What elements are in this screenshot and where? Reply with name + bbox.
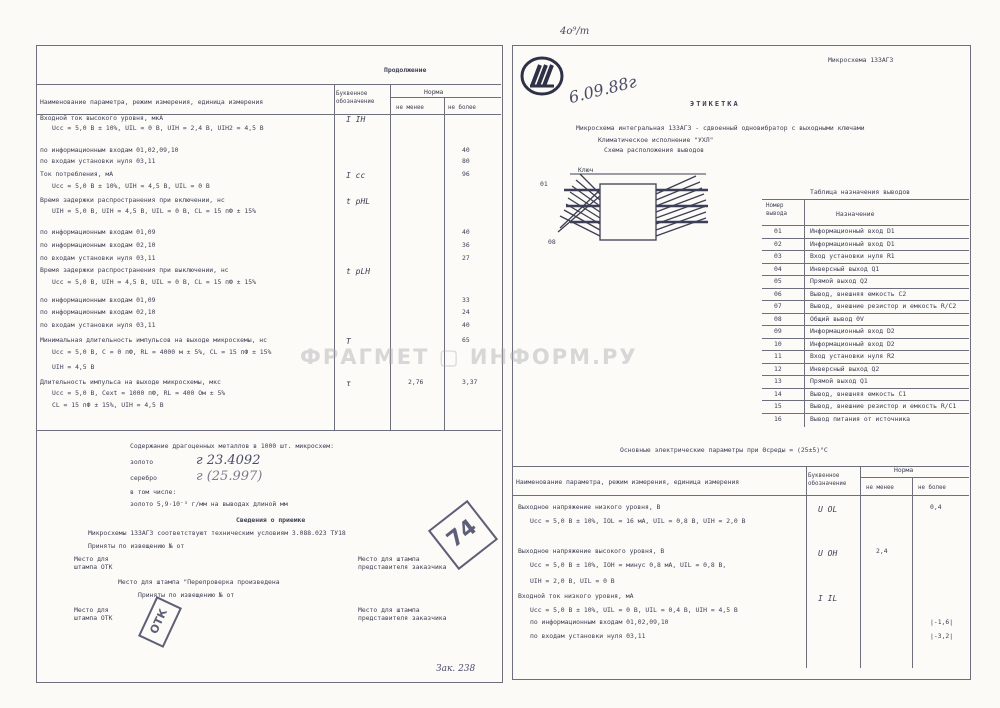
param-row-max: 33: [462, 296, 470, 304]
chip-description: Микросхема интегральная 133АГ3 - сдвоенный одновибратор с выходными ключами: [576, 124, 865, 132]
pinout-diagram: [530, 160, 720, 252]
pin-row-rule: [762, 263, 969, 264]
param-row-max: 40: [462, 228, 470, 236]
r-param-row-symbol: U OL: [818, 505, 838, 514]
footer-note: Зак. 238: [436, 664, 476, 674]
col-divider-2: [390, 84, 391, 430]
pin-row-rule: [762, 275, 969, 276]
r-param-row-symbol: I IL: [818, 594, 838, 603]
r-col-norm: Норма: [894, 466, 914, 474]
param-row-text: Время задержки распространения при включении, нс: [40, 196, 225, 204]
param-row-max: 40: [462, 321, 470, 329]
r-header-bottom: [512, 495, 969, 496]
param-row-max: 3,37: [462, 378, 478, 386]
pin-row-rule: [762, 250, 969, 251]
pin-row-purpose: Вход установки нуля R1: [810, 252, 895, 260]
param-row-text: UIH = 5,0 В, UIH = 4,5 В, UIL = 0 В, CL = 15 пФ ± 15%: [52, 207, 256, 215]
r-param-row-text: Ucc = 5,0 В ± 10%, UIL = 0 В, UIL = 0,4 В, UIH = 4,5 В: [530, 606, 738, 614]
r-col-max: не более: [918, 485, 946, 491]
pin-row-purpose: Информационный вход D2: [810, 327, 895, 335]
param-row-text: Ток потребления, мА: [40, 170, 114, 178]
norm-subrule: [390, 97, 501, 98]
r-param-row-max: |-3,2|: [930, 632, 954, 640]
param-row-text: по входам установки нуля 03,11: [40, 157, 156, 165]
r-col-min: не менее: [866, 485, 894, 491]
otk-stamp-place-2: Место для штампа ОТК: [74, 606, 113, 622]
pin-last-label: 08: [548, 238, 556, 246]
key-label: Ключ: [578, 166, 594, 174]
customer-stamp-place-1: Место для штампа представителя заказчика: [358, 555, 447, 571]
pin-col-purpose: Назначение: [836, 210, 875, 218]
silver-label: серебро: [130, 474, 157, 482]
param-row-max: 96: [462, 170, 470, 178]
pin-row-rule: [762, 413, 969, 414]
param-row-symbol: I IH: [346, 115, 366, 124]
manufacturer-logo: [520, 56, 564, 96]
param-row-text: Длительность импульса на выходе микросхемы, мкс: [40, 378, 221, 386]
param-row-text: по информационным входам 01,09: [40, 296, 156, 304]
param-row-text: по информационным входам 01,02,09,10: [40, 146, 179, 154]
pin-col-num: Номер вывода: [766, 203, 787, 217]
param-row-text: по входам установки нуля 03,11: [40, 254, 156, 262]
r-param-row-text: по информационным входам 01,02,09,10: [530, 618, 669, 626]
pin-row-number: 07: [774, 302, 782, 310]
metals-title: Содержание драгоценных металлов в 1000 шт. микросхем:: [130, 442, 334, 450]
param-row-max: 65: [462, 336, 470, 344]
incl-label: в том числе:: [130, 488, 177, 496]
r-param-row-max: 0,4: [930, 503, 942, 511]
param-row-max: 27: [462, 254, 470, 262]
param-row-symbol: T: [346, 337, 351, 346]
pin-row-purpose: Информационный вход D2: [810, 339, 895, 348]
pin-row-number: 04: [774, 264, 782, 273]
param-row-symbol: τ: [346, 379, 351, 388]
param-row-text: Минимальная длительность импульсов на выходе микросхемы, нс: [40, 336, 268, 344]
pin-row-purpose: Вход установки нуля R2: [810, 352, 895, 360]
r-param-row-max: |-1,6|: [930, 618, 954, 626]
pin-row-number: 06: [774, 289, 782, 298]
pin-row-number: 10: [774, 339, 782, 348]
param-row-text: по информационным входам 01,09: [40, 228, 156, 236]
pin-row-number: 05: [774, 277, 782, 285]
r-param-row-min: 2,4: [876, 547, 888, 555]
basic-params-title: Основные электрические параметры при Θсреды = (25±5)°C: [620, 446, 828, 454]
pin-row-rule: [762, 363, 969, 364]
label-title: ЭТИКЕТКА: [690, 100, 740, 108]
pin-row-number: 12: [774, 364, 782, 373]
top-scribble: 4о⁹/т: [560, 26, 590, 37]
r-param-row-text: Входной ток низкого уровня, мА: [518, 592, 634, 600]
r-col-divider-3: [912, 477, 913, 668]
pin-row-rule: [762, 288, 969, 289]
pin-row-number: 14: [774, 389, 782, 398]
col-divider-1: [334, 84, 335, 430]
pin-row-purpose: Инверсный выход Q1: [810, 264, 880, 273]
pin-row-rule: [762, 325, 969, 326]
col-symbol-header: Буквенное обозначение: [336, 91, 375, 105]
pin-row-rule: [762, 313, 969, 314]
pin-row-purpose: Инверсный выход Q2: [810, 364, 880, 373]
pin-row-rule: [762, 238, 969, 239]
param-row-text: Ucc = 5,0 В ± 10%, UIH = 4,5 В, UIL = 0 В: [52, 182, 210, 190]
col-max-header: не более: [448, 105, 476, 111]
param-row-text: Ucc = 5,0 В, UIH = 4,5 В, UIL = 0 В, CL = 15 пФ ± 15%: [52, 278, 256, 286]
silver-value: г (25.997): [196, 469, 263, 484]
param-row-text: по входам установки нуля 03,11: [40, 321, 156, 329]
param-row-symbol: t pHL: [346, 197, 371, 206]
date-handwritten: 6.09.88г: [566, 71, 639, 108]
pin-row-purpose: Вывод питания от источника: [810, 414, 911, 423]
param-row-min: 2,76: [408, 378, 424, 386]
pin-row-purpose: Информационный вход D1: [810, 239, 895, 248]
pin-row-purpose: Информационный вход D1: [810, 227, 895, 235]
pin-row-number: 11: [774, 352, 782, 360]
otk-stamp: ОТК: [138, 596, 182, 648]
pin-row-number: 02: [774, 239, 782, 248]
recheck-notice: Приняты по извещению № от: [138, 591, 235, 599]
pin-row-rule: [762, 388, 969, 389]
accepted-notice: Приняты по извещению № от: [88, 542, 185, 550]
pinout-title: Схема расположения выводов: [604, 146, 705, 154]
climatic-text: Климатическое исполнение "УХЛ": [598, 136, 714, 144]
gold-value: г 23.4092: [196, 453, 261, 468]
pin-table-title: Таблица назначения выводов: [810, 188, 911, 196]
conformity-text: Микросхемы 133АГ3 соответствуют техническим условиям 3.088.023 ТУ18: [88, 529, 346, 537]
param-row-text: по информационным входам 02,10: [40, 241, 156, 249]
col-norm-header: Норма: [424, 88, 444, 96]
r-col-symbol: Буквенное обозначение: [808, 473, 847, 487]
r-col-param: Наименование параметра, режим измерения, единица измерения: [516, 478, 740, 486]
col-param-header: Наименование параметра, режим измерения, единица измерения: [40, 98, 264, 106]
incl-text: золото 5,9·10⁻³ г/мм на выводах длиной мм: [130, 500, 288, 508]
pin-first-label: 01: [540, 180, 548, 188]
pin-row-purpose: Общий вывод 0V: [810, 314, 864, 323]
continuation-header: Продолжение: [384, 66, 427, 74]
pin-row-rule: [762, 338, 969, 339]
r-param-row-text: Ucc = 5,0 В ± 10%, IOH = минус 0,8 мА, UIL = 0,8 В,: [530, 561, 727, 569]
param-row-text: по информационным входам 02,10: [40, 308, 156, 316]
otk-stamp-place-1: Место для штампа ОТК: [74, 555, 113, 571]
pin-row-rule: [762, 350, 969, 351]
param-row-text: Ucc = 5,0 В ± 10%, UIL = 0 В, UIH = 2,4 В, UIH2 = 4,5 В: [52, 124, 264, 132]
param-row-text: Входной ток высокого уровня, мкА: [40, 114, 164, 122]
pin-row-rule: [762, 300, 969, 301]
pin-row-number: 01: [774, 227, 782, 235]
param-row-max: 24: [462, 308, 470, 316]
r-param-row-text: Ucc = 5,0 В ± 10%, IOL = 16 мА, UIL = 0,8 В, UIH = 2,0 В: [530, 517, 746, 525]
param-row-text: UIH = 4,5 В: [52, 363, 95, 371]
r-norm-subrule: [860, 477, 969, 478]
param-row-max: 80: [462, 157, 470, 165]
gold-label: золото: [130, 458, 154, 466]
table-top-rule: [36, 84, 501, 85]
param-row-text: CL = 15 пФ ± 15%, UIH = 4,5 В: [52, 401, 164, 409]
r-param-row-text: UIH = 2,0 В, UIL = 0 В: [530, 577, 615, 585]
col-min-header: не менее: [396, 105, 424, 111]
accept-title: Сведения о приемке: [236, 516, 306, 524]
param-row-max: 40: [462, 146, 470, 154]
col-divider-3: [444, 97, 445, 430]
pin-table-top: [762, 199, 969, 200]
param-row-symbol: I cc: [346, 171, 366, 180]
chip-label: Микросхема 133АГ3: [828, 56, 894, 64]
r-param-row-text: по входам установки нуля 03,11: [530, 632, 646, 640]
pin-row-purpose: Прямой выход Q1: [810, 377, 868, 385]
watermark: ФРАГМЕТ ▢ ИНФОРМ.РУ: [300, 345, 638, 369]
param-row-max: 36: [462, 241, 470, 249]
pin-row-number: 03: [774, 252, 782, 260]
pin-row-number: 15: [774, 402, 782, 410]
pin-row-purpose: Прямой выход Q2: [810, 277, 868, 285]
param-row-symbol: t pLH: [346, 267, 371, 276]
param-row-text: Время задержки распространения при выключении, нс: [40, 266, 229, 274]
table-bottom-rule: [36, 430, 501, 431]
pin-row-purpose: Вывод, внешние резистор и емкость R/C1: [810, 402, 957, 410]
pin-row-number: 08: [774, 314, 782, 323]
pin-row-purpose: Вывод, внешняя емкость C2: [810, 289, 907, 298]
pin-row-purpose: Вывод, внешняя емкость C1: [810, 389, 907, 398]
param-row-text: Ucc = 5,0 В, Cext = 1000 пФ, RL = 400 Ом ± 5%: [52, 389, 226, 397]
r-col-divider-2: [860, 466, 861, 668]
pin-row-rule: [762, 225, 969, 226]
pin-row-number: 09: [774, 327, 782, 335]
pin-row-number: 13: [774, 377, 782, 385]
approval-stamp: 74: [428, 500, 498, 570]
r-param-row-text: Выходное напряжение высокого уровня, В: [518, 547, 665, 555]
pin-row-purpose: Вывод, внешние резистор и емкость R/C2: [810, 302, 957, 310]
customer-stamp-place-2: Место для штампа представителя заказчика: [358, 606, 447, 622]
r-param-row-text: Выходное напряжение низкого уровня, В: [518, 503, 661, 511]
pin-row-number: 16: [774, 414, 782, 423]
recheck-text: Место для штампа "Перепроверка произведена: [118, 578, 280, 586]
pin-row-rule: [762, 400, 969, 401]
pin-row-rule: [762, 375, 969, 376]
r-param-row-symbol: U OH: [818, 549, 838, 558]
param-row-text: Ucc = 5,0 В, C = 0 пФ, RL = 4000 м ± 5%, CL = 15 пФ ± 15%: [52, 348, 272, 356]
r-col-divider-1: [806, 466, 807, 668]
